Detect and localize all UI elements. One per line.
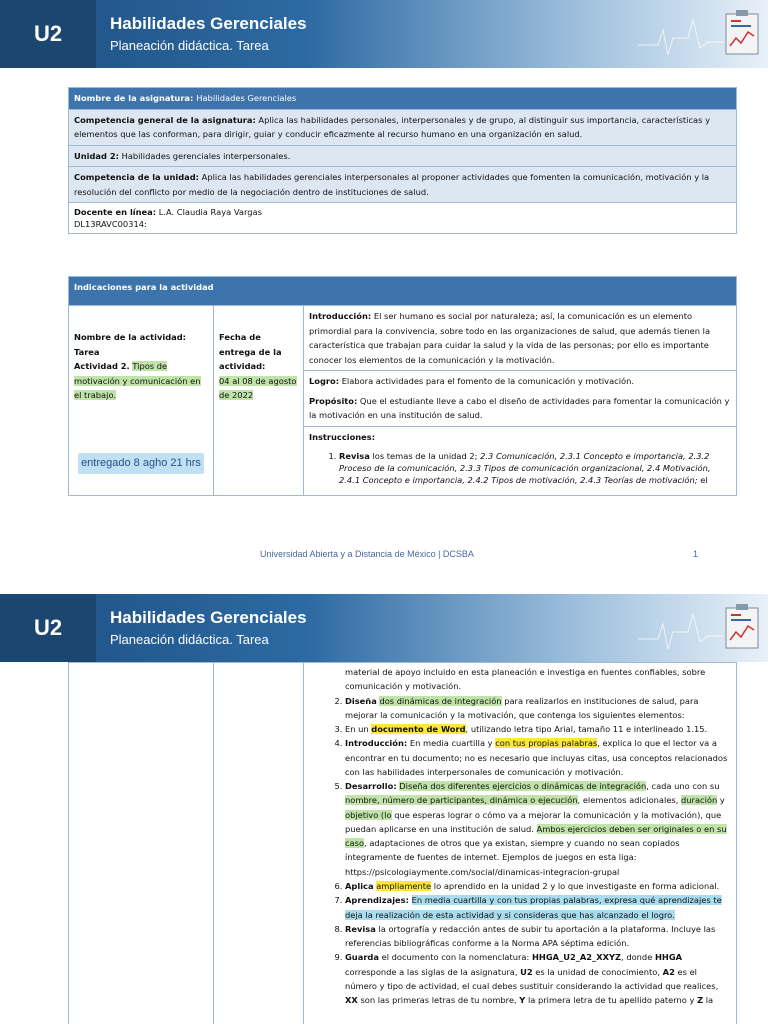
unidad-row: Unidad 2: Habilidades gerenciales interpersonales.: [69, 145, 737, 167]
list-item: 4. Introducción: En media cuartilla y con tus propias palabras, explica lo que el lector va a encontrar en tu documento; no es necesario que incluyas citas, usa conceptos relacionados con las habilidades interpersonales de comunicación y motivación.: [345, 736, 731, 779]
list-item: 3. En un documento de Word, utilizando letra tipo Arial, tamaño 11 e interlineado 1.15.: [345, 722, 731, 736]
unit-badge: U2: [0, 594, 96, 662]
list-item: 5. Desarrollo: Diseña dos diferentes ejercicios o dinámicas de integración, cada uno con su nombre, número de participantes, dinámica o ejecución, elementos adicionales, duración y objetivo (lo que esperas lograr o cómo va a mejorar la comunicación y la motivación), que puedan aplicarse en una institución de salud. Ambos ejercicios deben ser originales o en su caso, adaptaciones de otros que ya existan, siempre y cuando no sean copiados íntegramente de fuentes de internet. Ejemplos de juegos en esta liga: https://psicologiaymente.com/social/dinamicas-integracion-grupal: [345, 779, 731, 879]
list-item: 1. Revisa los temas de la unidad 2; 2.3 Comunicación, 2.3.1 Concepto e importancia, 2.3.2 Proceso de la comunicación, 2.3.3 Tipos de comunicación organizacional, 2.4 Motivación, 2.4.1 Concepto e importancia, 2.4.2 Tipos de motivación, 2.4.3 Teorías de motivación; el: [339, 450, 731, 486]
header-titles: [110, 608, 307, 647]
page2-clip: [68, 662, 738, 1024]
docente-row: Docente en línea: L.A. Claudia Raya Vargas DL13RAVC00314:: [69, 203, 737, 234]
competencia-general-row: Competencia general de la asignatura: Aplica las habilidades personales, interpersonales y de grupo, al distinguir sus importancia, características y elementos que las conforman, para dirigir, guiar y conducir eficazmente al recurso humano en una organización en salud.: [69, 109, 737, 145]
actividad-cell: Nombre de la actividad: Tarea Actividad 2. Tipos de motivación y comunicación en el trabajo. entregado 8 agho 21 hrs: [69, 306, 214, 496]
course-title: Habilidades Gerenciales: [110, 14, 307, 33]
list-item: 8. Revisa la ortografía y redacción antes de subir tu aportación a la plataforma. Incluye las referencias bibliográficas conforme a la Norma APA séptima edición.: [345, 922, 731, 951]
page-number: 1: [693, 549, 699, 559]
page-header-2: [0, 594, 768, 662]
page-header: [0, 0, 768, 68]
document-subtitle: Planeación didáctica. Tarea: [110, 632, 269, 647]
footer-text: Universidad Abierta y a Distancia de México | DCSBA: [260, 549, 474, 559]
list-item: 2. Diseña dos dinámicas de integración para realizarlos en instituciones de salud, para mejorar la comunicación y la motivación, que contenga los siguientes elementos:: [345, 694, 731, 723]
list-item: 6. Aplica ampliamente lo aprendido en la unidad 2 y lo que investigaste en forma adicional.: [345, 879, 731, 893]
empty-cell: [214, 663, 304, 1024]
clipboard-chart-icon: [618, 594, 768, 662]
asignatura-row: Nombre de la asignatura: Habilidades Gerenciales: [69, 88, 737, 110]
entregado-note: entregado 8 agho 21 hrs: [78, 453, 204, 474]
instrucciones-cell: Instrucciones: 1. Revisa los temas de la unidad 2; 2.3 Comunicación, 2.3.1 Concepto e importancia, 2.3.2 Proceso de la comunicación, 2.3.3 Tipos de comunicación organizacional, 2.4 Motivación, 2.4.1 Concepto e importancia, 2.4.2 Tipos de motivación, 2.4.3 Teorías de motivación; el: [304, 426, 737, 495]
instrucciones-continuation-table: [68, 662, 737, 1024]
competencia-unidad-row: Competencia de la unidad: Aplica las habilidades gerenciales interpersonales al proponer actividades que fomenten la comunicación, motivación y la resolución del conflicto por medio de la negociación dentro de instituciones de salud.: [69, 167, 737, 203]
empty-cell: [69, 663, 214, 1024]
course-info-table: [68, 87, 737, 234]
list-continuation: material de apoyo incluido en esta planeación e investiga en fuentes confiables, sobre comunicación y motivación.: [345, 667, 706, 692]
list-item: 9. Guarda el documento con la nomenclatura: HHGA_U2_A2_XXYZ, donde HHGA corresponde a las siglas de la asignatura, U2 es la unidad de conocimiento, A2 es el número y tipo de actividad, el cual debes sustituir considerando la actividad que realices, XX son las primeras letras de tu nombre, Y la primera letra de tu apellido paterno y Z la: [345, 950, 731, 1007]
clipboard-chart-icon: [618, 0, 768, 68]
logro-proposito-cell: Logro: Elabora actividades para el fomento de la comunicación y motivación. Propósito: Que el estudiante lleve a cabo el diseño de actividades para fomentar la comunicación y la motivación en una institución de salud.: [304, 371, 737, 427]
header-titles: [110, 14, 307, 53]
fecha-cell: Fecha de entrega de la actividad: 04 al 08 de agosto de 2022: [214, 306, 304, 496]
indicaciones-table: [68, 276, 737, 496]
instrucciones-continuation: [304, 663, 737, 1024]
document-subtitle: Planeación didáctica. Tarea: [110, 38, 269, 53]
indicaciones-header: Indicaciones para la actividad: [69, 277, 737, 306]
unit-badge: U2: [0, 0, 96, 68]
introduccion-cell: Introducción: El ser humano es social por naturaleza; así, la comunicación es un elemento primordial para la convivencia, sobre todo en las organizaciones de salud, que además tienen la característica que trabajan para cuidar la salud y la vida de las personas; por ello es importante conocer los elementos de la comunicación y la motivación.: [304, 306, 737, 371]
list-item: 7. Aprendizajes: En media cuartilla y con tus propias palabras, expresa qué aprendizajes te deja la realización de esta actividad y si consideras que has alcanzado el logro.: [345, 893, 731, 922]
course-title: Habilidades Gerenciales: [110, 608, 307, 627]
